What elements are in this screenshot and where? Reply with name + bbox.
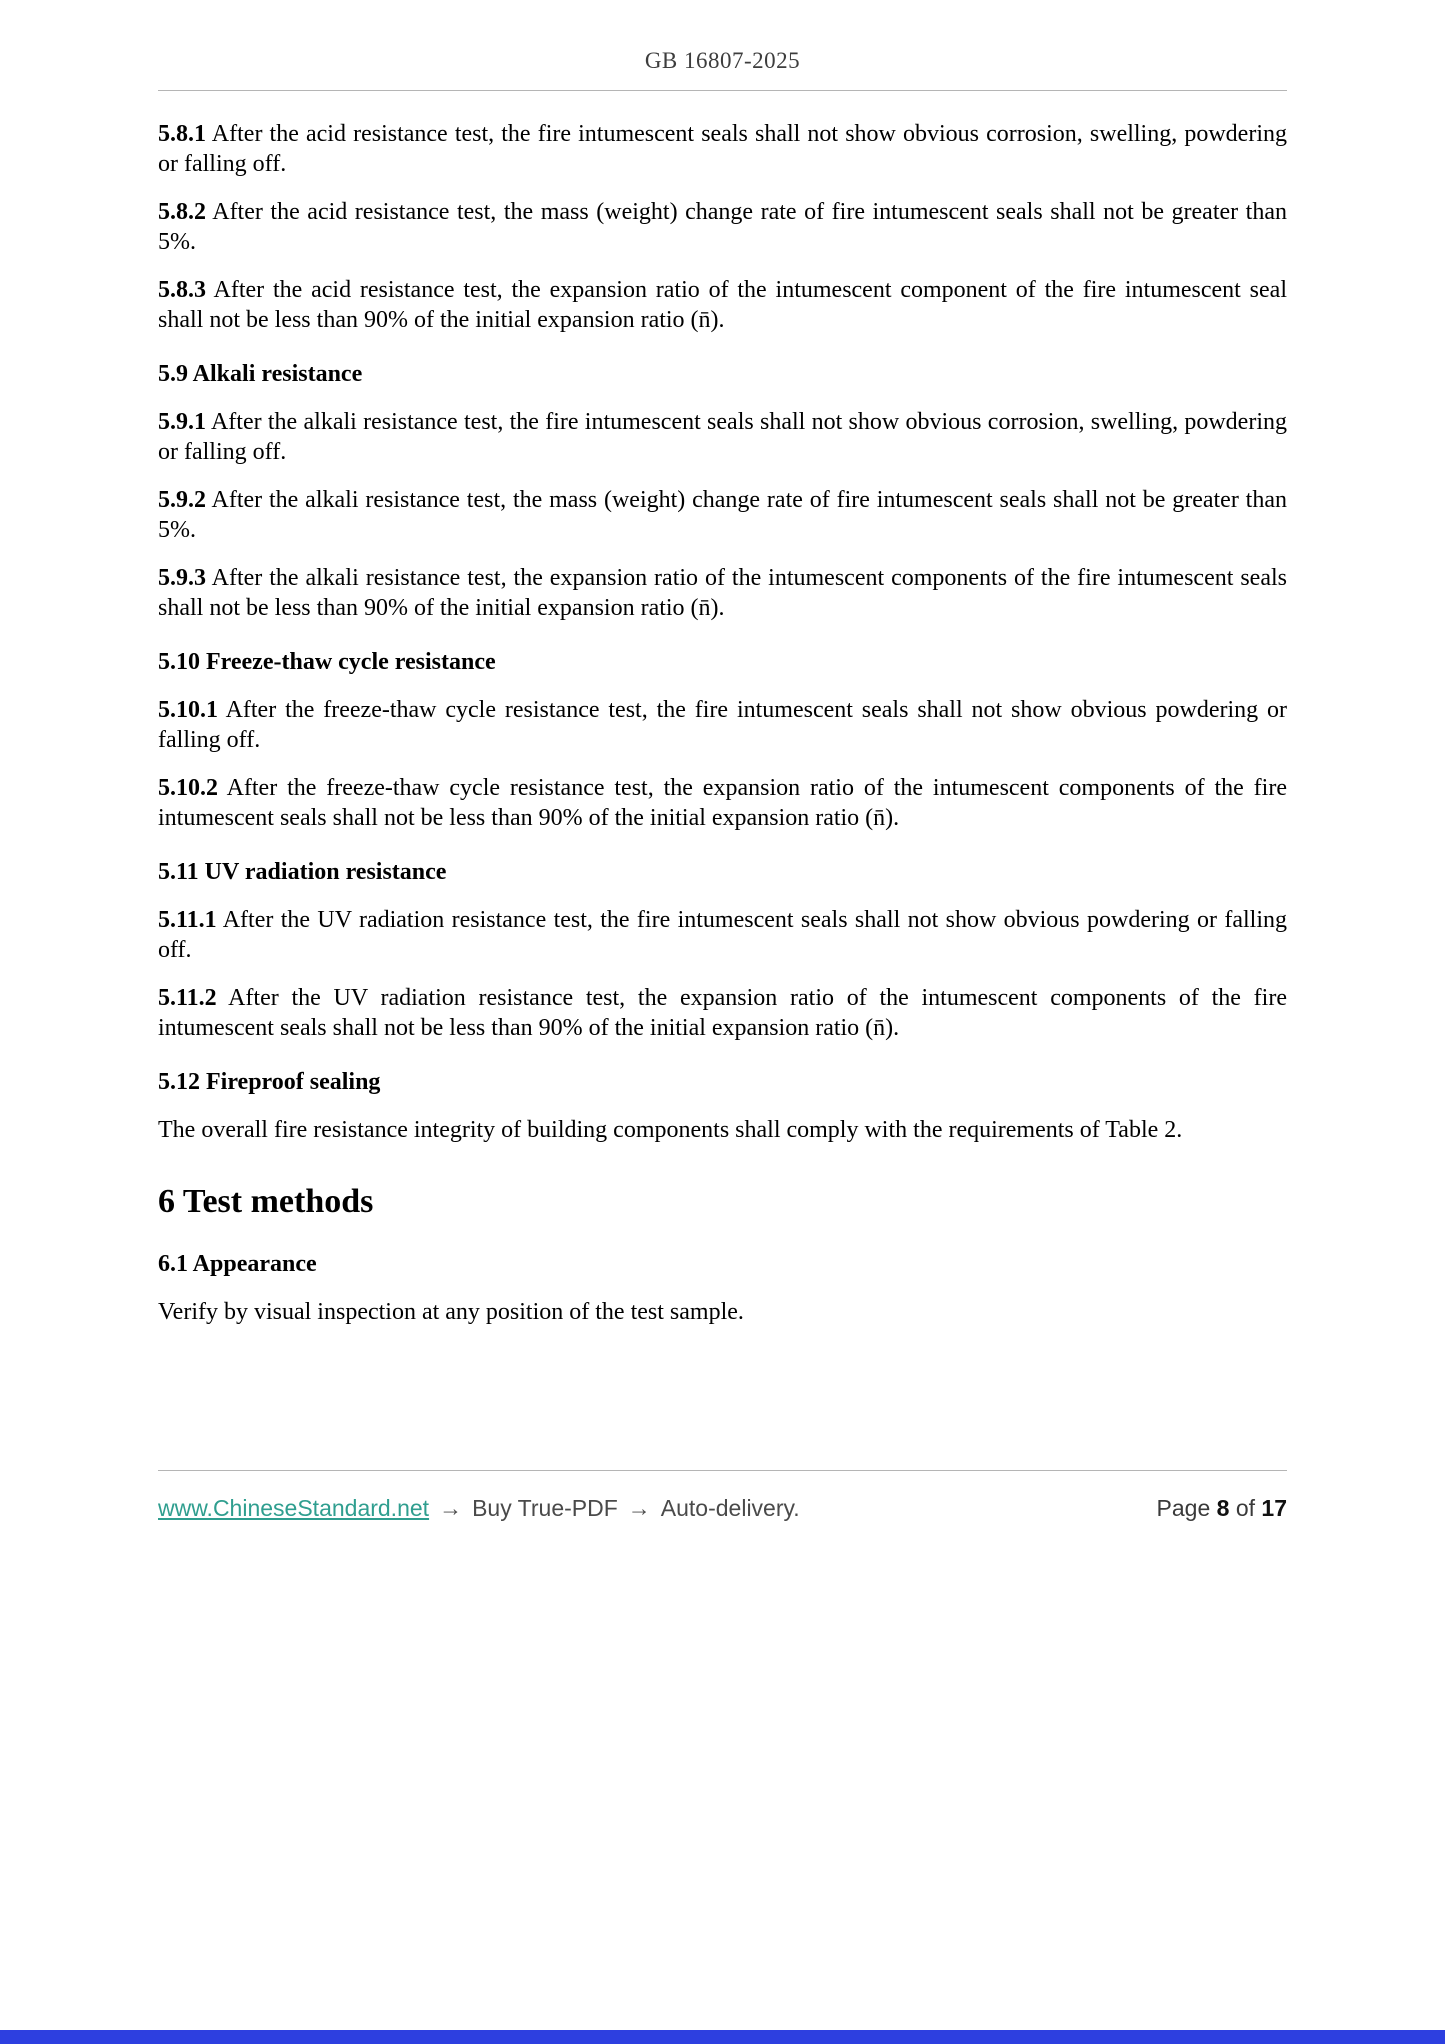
clause-text: Verify by visual inspection at any position of the test sample. xyxy=(158,1299,744,1325)
clause-text: After the UV radiation resistance test, the fire intumescent seals shall not show obvious powdering or falling off. xyxy=(158,907,1287,963)
clause-paragraph xyxy=(158,1115,1287,1145)
page-indicator xyxy=(1157,1495,1287,1522)
clause-paragraph xyxy=(158,485,1287,545)
clause-paragraph xyxy=(158,119,1287,179)
clause-text: After the freeze-thaw cycle resistance test, the expansion ratio of the intumescent components of the fire intumescent seals shall not be less than 90% of the initial expansion ratio (n̄). xyxy=(158,775,1287,831)
doc-number: GB 16807-2025 xyxy=(644,48,801,73)
arrow-icon: → xyxy=(627,1495,651,1521)
footer-link[interactable]: www.ChineseStandard.net xyxy=(158,1495,430,1521)
section-heading: 5.10 Freeze-thaw cycle resistance xyxy=(158,649,496,675)
clause-number: 5.10.1 xyxy=(158,697,218,723)
section-heading: 5.12 Fireproof sealing xyxy=(158,1069,381,1095)
document-body xyxy=(158,119,1287,1327)
clause-paragraph xyxy=(158,1297,1287,1327)
clause-number: 5.8.3 xyxy=(158,277,206,303)
clause-paragraph xyxy=(158,695,1287,755)
clause-paragraph xyxy=(158,983,1287,1043)
clause-paragraph xyxy=(158,563,1287,623)
clause-text: After the alkali resistance test, the fire intumescent seals shall not show obvious corrosion, swelling, powdering or falling off. xyxy=(158,409,1287,465)
arrow-icon: → xyxy=(439,1495,463,1521)
clause-number: 5.9.1 xyxy=(158,409,206,435)
page-current: 8 xyxy=(1216,1495,1230,1521)
section-heading: 5.9 Alkali resistance xyxy=(158,361,363,387)
page-header xyxy=(0,0,1445,74)
footer xyxy=(158,1470,1287,1522)
page-total: 17 xyxy=(1261,1495,1287,1521)
clause-paragraph xyxy=(158,773,1287,833)
page-label: Page xyxy=(1156,1495,1211,1521)
clause-paragraph xyxy=(158,275,1287,335)
clause-text: The overall fire resistance integrity of building components shall comply with the requirements of Table 2. xyxy=(158,1117,1183,1143)
clause-text: After the acid resistance test, the mass (weight) change rate of fire intumescent seals shall not be greater than 5%. xyxy=(158,199,1287,255)
clause-number: 5.9.3 xyxy=(158,565,206,591)
header-rule xyxy=(158,90,1287,91)
footer-buy-text: Buy True-PDF xyxy=(472,1495,618,1521)
clause-text: After the acid resistance test, the expansion ratio of the intumescent component of the fire intumescent seal shall not be less than 90% of the initial expansion ratio (n̄). xyxy=(158,277,1287,333)
footer-delivery-text: Auto-delivery. xyxy=(660,1495,800,1521)
clause-number: 5.8.2 xyxy=(158,199,206,225)
bottom-bar xyxy=(0,2030,1445,2044)
clause-number: 5.11.1 xyxy=(158,907,217,933)
clause-paragraph xyxy=(158,407,1287,467)
clause-text: After the alkali resistance test, the expansion ratio of the intumescent components of the fire intumescent seals shall not be less than 90% of the initial expansion ratio (n̄). xyxy=(158,565,1287,621)
section-heading: 6.1 Appearance xyxy=(158,1251,317,1277)
clause-number: 5.9.2 xyxy=(158,487,206,513)
clause-text: After the alkali resistance test, the mass (weight) change rate of fire intumescent seals shall not be greater than 5%. xyxy=(158,487,1287,543)
clause-text: After the acid resistance test, the fire intumescent seals shall not show obvious corrosion, swelling, powdering or falling off. xyxy=(158,121,1287,177)
page-of-label: of xyxy=(1235,1495,1256,1521)
clause-paragraph xyxy=(158,197,1287,257)
section-heading: 5.11 UV radiation resistance xyxy=(158,859,447,885)
clause-number: 5.11.2 xyxy=(158,985,217,1011)
footer-left xyxy=(158,1495,800,1522)
chapter-heading: 6 Test methods xyxy=(158,1183,374,1220)
clause-text: After the UV radiation resistance test, the expansion ratio of the intumescent components of the fire intumescent seals shall not be less than 90% of the initial expansion ratio (n̄). xyxy=(158,985,1287,1041)
clause-paragraph xyxy=(158,905,1287,965)
clause-number: 5.10.2 xyxy=(158,775,218,801)
clause-text: After the freeze-thaw cycle resistance test, the fire intumescent seals shall not show obvious powdering or falling off. xyxy=(158,697,1287,753)
clause-number: 5.8.1 xyxy=(158,121,206,147)
